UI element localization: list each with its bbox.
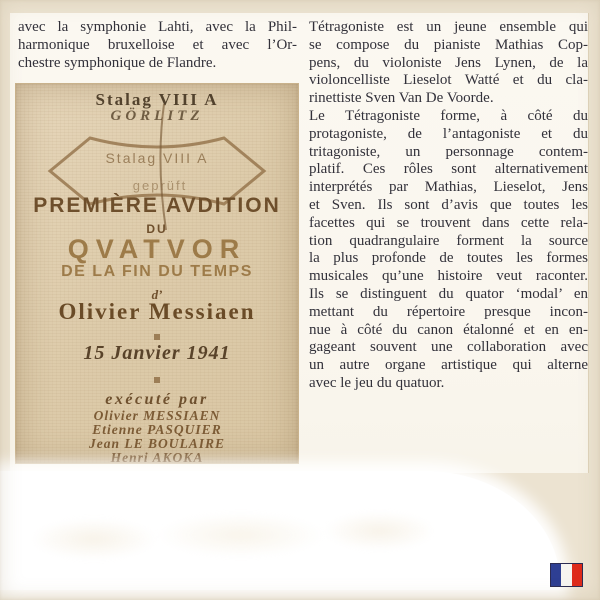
stalag-camp-line: Stalag VIII A: [95, 90, 219, 109]
stamp-text-line1: Stalag VIII A: [105, 150, 209, 166]
text-line: la plus profonde de toutes les formes: [309, 250, 588, 267]
stamp-text-line2: geprüft: [132, 178, 188, 193]
text-line: Tétragoniste est un jeune ensemble qui: [309, 19, 588, 35]
text-line: facettes qui se trouvent dans cette rela-: [309, 214, 588, 231]
text-line: Ils se distinguent du quator ‘modal’ en: [309, 285, 588, 302]
text-line: se compose du pianiste Mathias Cop-: [309, 36, 588, 53]
flag-white-stripe: [561, 564, 571, 586]
gorlitz-line: GÖRLITZ: [110, 108, 204, 124]
performer-name: Jean LE BOULAIRE: [88, 436, 226, 451]
flag-red-stripe: [572, 564, 582, 586]
square-ornament: [154, 377, 160, 383]
text-line: avec le jeu du quatuor.: [309, 374, 445, 391]
left-column: [18, 19, 297, 72]
footer-white-curve: [0, 471, 560, 590]
text-line: chestre symphonique de Flandre.: [18, 54, 217, 71]
page-bleedthrough: [10, 491, 430, 571]
french-flag-icon: [550, 563, 583, 587]
text-line: Le Tétragoniste forme, à côté du: [309, 107, 588, 124]
text-line: tion quadrangulaire forment la source: [309, 232, 588, 249]
text-line: et Sven. Ils sont d’avis que toutes les: [309, 196, 588, 213]
fin-du-temps-subtitle: DE LA FIN DU TEMPS: [61, 263, 253, 280]
premiere-date: 15 Janvier 1941: [83, 342, 231, 364]
text-line: interprétés par Mathias, Lieselot, Jens: [309, 179, 588, 196]
composer-name: Olivier Messiaen: [58, 299, 256, 324]
text-line: un autre organe artistique qui alterne: [309, 357, 588, 374]
flag-blue-stripe: [551, 564, 561, 586]
text-line: rinettiste Sven Van De Voorde.: [309, 90, 494, 107]
text-line: mettant du répertoire presque incon-: [309, 303, 588, 320]
quatuor-title: QVATVOR: [67, 234, 247, 264]
square-ornament: [154, 334, 160, 340]
du-word: DU: [146, 222, 168, 236]
performer-name: Olivier MESSIAEN: [93, 408, 221, 423]
text-line: harmonique bruxelloise et avec l’Or-: [18, 36, 297, 53]
performer-name: Etienne PASQUIER: [92, 422, 222, 437]
text-line: platif. Ces rôles sont alternativement: [309, 161, 588, 178]
right-column: [309, 19, 588, 393]
text-line: gageant souvent une collaboration avec: [309, 339, 588, 356]
performer-list: [16, 409, 298, 465]
text-line: nue à côté du canon étalonné et en en-: [309, 321, 588, 338]
premiere-audition-title: PREMIÈRE AVDITION: [33, 194, 281, 217]
performer-name: Henri AKOKA: [110, 450, 204, 465]
text-line: musicales qu’une histoire veut raconter.: [309, 268, 588, 285]
text-line: violoncelliste Lieselot Watté et du cla-: [309, 72, 588, 89]
d-apostrophe: d’: [151, 287, 163, 302]
text-line: tritagoniste, un personnage contem-: [309, 143, 588, 160]
text-line: avec la symphonie Lahti, avec la Phil-: [18, 19, 297, 35]
text-line: protagoniste, de l’antagoniste et du: [309, 125, 588, 142]
text-line: pens, du violoniste Jens Lynen, de la: [309, 54, 588, 71]
concert-program-image: [15, 83, 299, 464]
executed-by-label: exécuté par: [105, 391, 209, 408]
